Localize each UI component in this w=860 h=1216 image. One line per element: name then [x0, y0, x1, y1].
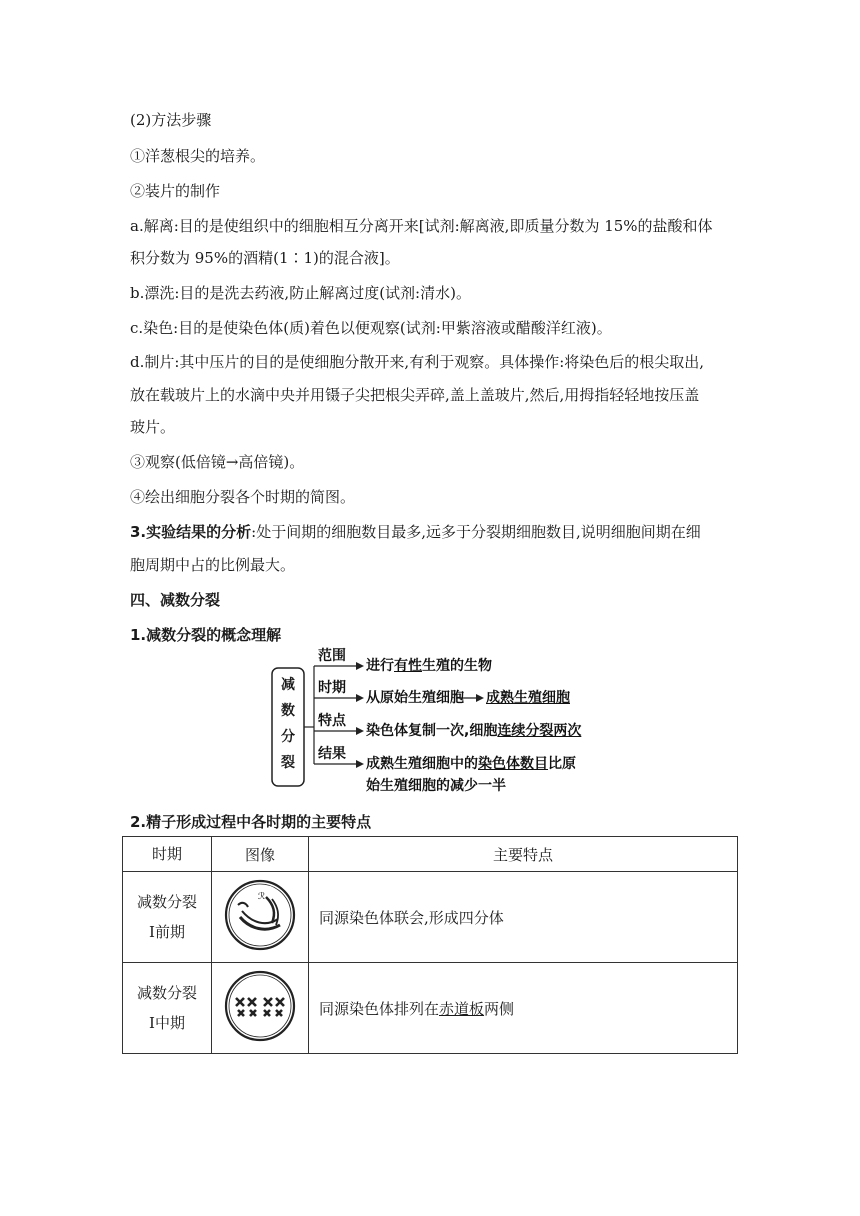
- box-char-3: 分: [281, 729, 295, 745]
- metaphase-cell-image: [222, 968, 298, 1044]
- step-staining: c.染色:目的是使染色体(质)着色以便观察(试剂:甲紫溶液或醋酸洋红液)。: [130, 319, 612, 337]
- period-text-a: 从原始生殖细胞: [366, 690, 464, 706]
- branch-text-feature: [366, 723, 581, 739]
- step-mounting-end: 玻片。: [130, 418, 176, 436]
- result-analysis-text: :处于间期的细胞数目最多,远多于分裂期细胞数目,说明细胞间期在细: [251, 523, 701, 541]
- method-steps-heading: (2)方法步骤: [130, 111, 212, 129]
- step-observation: ③观察(低倍镜→高倍镜)。: [130, 453, 305, 471]
- result-text-a: 成熟生殖细胞中的: [366, 756, 478, 772]
- feature-text: 同源染色体联会,形成四分体: [319, 908, 504, 927]
- branch-text-result-line2: 始生殖细胞的减少一半: [366, 778, 506, 794]
- header-image: 图像: [212, 837, 309, 872]
- branch-text-period-end: [486, 690, 570, 706]
- table-header-row: [123, 837, 738, 872]
- step-mounting: d.制片:其中压片的目的是使细胞分散开来,有利于观察。具体操作:将染色后的根尖取出,: [130, 353, 705, 371]
- result-analysis-title: 3.实验结果的分析: [130, 523, 252, 541]
- feature-text-underlined: 赤道板: [439, 999, 485, 1018]
- step-drawing: ④绘出细胞分裂各个时期的简图。: [130, 488, 356, 506]
- branch-label-result: 结果: [318, 746, 346, 762]
- step-dissociation-cont: 积分数为 95%的酒精(1∶1)的混合液]。: [130, 249, 400, 267]
- meiosis-concept-heading: 1.减数分裂的概念理解: [130, 626, 282, 644]
- branch-text-scope: [366, 658, 492, 674]
- chromosome-glyph: ℛ: [258, 892, 266, 902]
- period-line-1: 减数分裂: [136, 893, 197, 911]
- section-meiosis-heading: 四、减数分裂: [130, 591, 221, 609]
- feature-text-tail: 两侧: [484, 999, 515, 1018]
- scope-text-a: 进行: [366, 658, 394, 674]
- box-char-4: 裂: [281, 755, 295, 771]
- box-char-2: 数: [281, 703, 295, 719]
- step-slide-making: ②装片的制作: [130, 182, 221, 200]
- step-cultivation: ①洋葱根尖的培养。: [130, 147, 266, 165]
- image-cell: [212, 872, 309, 963]
- period-cell: [123, 872, 212, 963]
- table-row: [123, 872, 738, 963]
- feature-text-underlined: 连续分裂两次: [497, 723, 582, 739]
- result-text-b: 比原: [548, 756, 576, 772]
- header-period: 时期: [123, 837, 212, 872]
- scope-text-b: 生殖的生物: [422, 658, 492, 674]
- branch-label-feature: 特点: [318, 713, 346, 729]
- period-line-2: Ⅰ前期: [149, 923, 185, 941]
- result-analysis-cont: 胞周期中占的比例最大。: [130, 556, 296, 574]
- prophase-cell-image: [222, 877, 298, 953]
- table-row: [123, 963, 738, 1054]
- feature-text-a: 染色体复制一次,细胞: [366, 723, 498, 739]
- step-dissociation: a.解离:目的是使组织中的细胞相互分离开来[试剂:解离液,即质量分数为 15%的盐酸和体: [130, 217, 713, 235]
- feature-cell: [309, 963, 738, 1054]
- branch-text-result: [366, 756, 576, 772]
- sperm-formation-table: [122, 836, 738, 1054]
- period-line-1: 减数分裂: [136, 984, 197, 1002]
- branch-label-scope: 范围: [318, 648, 346, 664]
- image-cell: [212, 963, 309, 1054]
- header-features: 主要特点: [309, 837, 738, 872]
- branch-text-period: [366, 690, 464, 706]
- sperm-formation-heading: 2.精子形成过程中各时期的主要特点: [130, 813, 372, 831]
- meiosis-concept-diagram: [270, 648, 600, 798]
- feature-text: 同源染色体排列在: [319, 999, 440, 1018]
- box-char-1: 减: [281, 677, 295, 693]
- period-cell: [123, 963, 212, 1054]
- step-mounting-cont: 放在载玻片上的水滴中央并用镊子尖把根尖弄碎,盖上盖玻片,然后,用拇指轻轻地按压盖: [130, 386, 700, 404]
- period-text-b: 成熟生殖细胞: [486, 690, 570, 706]
- branch-label-period: 时期: [318, 680, 346, 696]
- feature-cell: [309, 872, 738, 963]
- scope-text-underlined: 有性: [394, 658, 422, 674]
- period-line-2: Ⅰ中期: [149, 1014, 185, 1032]
- step-rinsing: b.漂洗:目的是洗去药液,防止解离过度(试剂:清水)。: [130, 284, 471, 302]
- result-analysis: [130, 522, 701, 542]
- result-text-underlined: 染色体数目: [478, 756, 548, 772]
